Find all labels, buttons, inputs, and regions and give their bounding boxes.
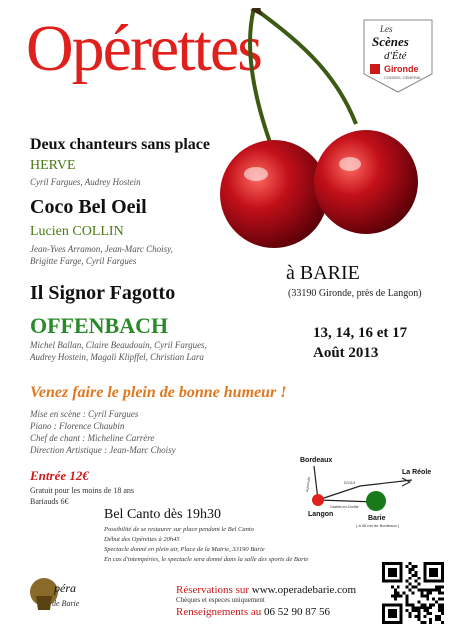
reservation-url-link[interactable]: www.operadebarie.com [251,584,357,596]
dates-month: Août 2013 [313,345,379,361]
cherry-right [314,130,418,234]
cast-line: Audrey Hostein, Magali Klipffel, Christian Lara [30,352,204,362]
logo-text: péra [54,581,76,595]
badge-line3: d'Été [384,50,407,62]
opera-de-barie-logo [28,568,94,624]
show-cast [30,243,220,267]
cast-line: Jean-Yves Arramon, Jean-Marc Choisy, [30,244,173,254]
info-label: Renseignements au [176,606,262,618]
info-line: Possibilité de se restaurer sur place pendant le Bel Canto [104,526,254,533]
credits-list [30,408,176,456]
payment-note: Chèques et especes uniquement [176,596,265,604]
credit-line: Piano : Florence Chaubin [30,421,125,431]
badge-line1: Les [380,24,393,34]
tagline: Venez faire le plein de bonne humeur ! [30,384,287,401]
logo-sub: de Barie [52,599,80,608]
show-composer: Lucien COLLIN [30,224,124,239]
price-bariauds: Bariauds 6€ [30,497,69,506]
map-castets: Castets-en-Dorthe [330,505,359,509]
show-cast [30,339,280,363]
location-detail: (33190 Gironde, près de Langon) [288,288,422,299]
map-road: D1113 [344,480,356,485]
cast-line: Cyril Fargues, Audrey Hostein [30,177,141,187]
map-autoroute: Autoroute [305,476,312,493]
show-title: Coco Bel Oeil [30,196,147,218]
cast-line: Brigitte Farge, Cyril Fargues [30,256,137,266]
info-line: Spectacle donné en plein air, Place de la Mairie, 33190 Barie [104,546,265,553]
credit-line: Direction Artistique : Jean-Marc Choisy [30,445,176,455]
map-langon: Langon [308,511,334,518]
qr-code-icon[interactable] [382,562,444,624]
show-composer: OFFENBACH [30,313,169,338]
dates-days: 13, 14, 16 et 17 [313,325,408,341]
page-title: Opérettes [26,12,261,85]
event-dates [313,323,407,363]
location-town: à BARIE [286,262,360,284]
badge-shape-icon [358,14,438,96]
belcanto-info [104,525,308,565]
show-title: Deux chanteurs sans place [30,136,211,153]
entry-price: Entrée 12€ [30,468,89,483]
cast-line: Michel Ballan, Claire Beaudouin, Cyril Fargues, [30,340,207,350]
info-line: Début des Opérettes à 20h45 [104,536,180,543]
show-cast [30,176,141,188]
show-title: Il Signor Fagotto [30,282,176,304]
location-map [280,450,440,530]
cherry-left [220,140,328,248]
info-line: En cas d'intempéries, le spectacle sera donné dans la salle des sports de Barie [104,556,309,563]
belcanto-heading: Bel Canto dès 19h30 [104,507,222,522]
badge-line2: Scènes [372,34,409,49]
credit-line: Chef de chant : Micheline Carrère [30,433,155,443]
map-reole: La Réole [402,469,432,476]
map-bordeaux: Bordeaux [300,457,333,464]
badge-brand-sub: CONSEIL GÉNÉRAL [384,75,422,80]
show-composer: HERVE [30,158,76,173]
badge-brand: Gironde [384,64,419,74]
barie-marker-icon [366,491,386,511]
reservation-label: Réservations sur [176,584,250,596]
langon-marker-icon [312,494,324,506]
map-barie-dist: ( à 45 mn de Bordeaux ) [356,523,400,528]
credit-line: Mise en scène : Cyril Fargues [30,409,139,419]
price-notes [30,485,134,507]
price-free: Gratuit pour les moins de 18 ans [30,486,134,495]
reservation-line [176,584,356,596]
map-barie: Barie [368,515,386,522]
info-phone-line [176,606,330,618]
phone-number: 06 52 90 87 56 [263,606,330,618]
scenes-ete-badge [358,14,438,96]
